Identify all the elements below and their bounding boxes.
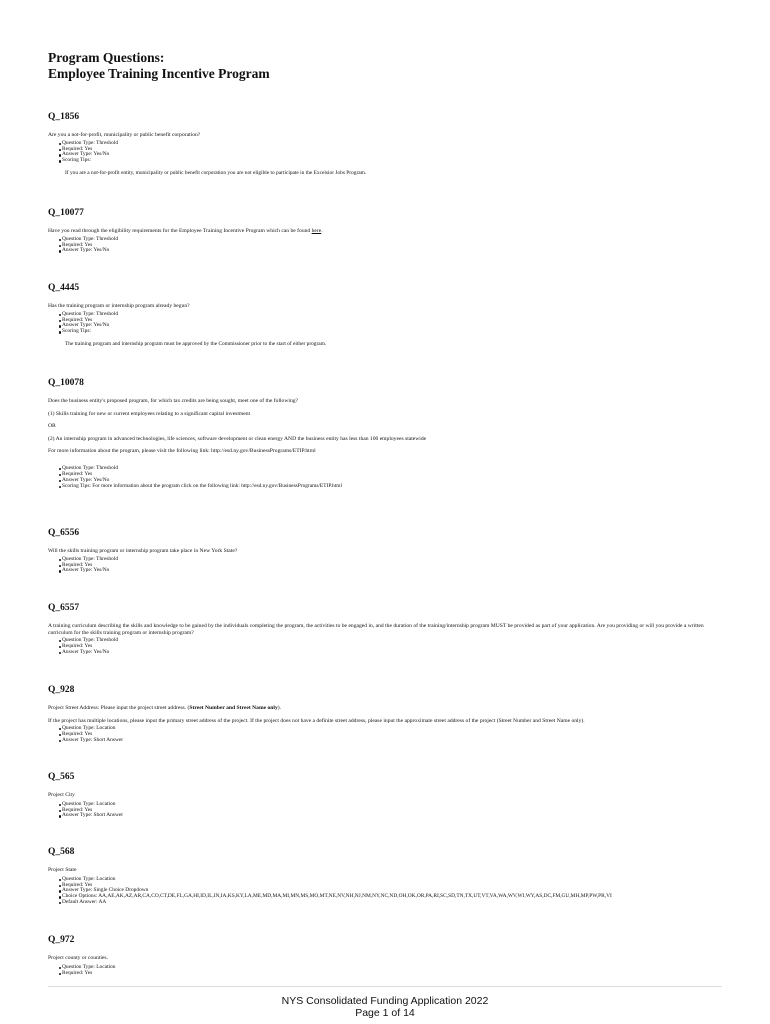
detail-item: Choice Options: AA,AE,AK,AZ,AR,CA,CO,CT,DE,FL,GA,HI,ID,IL,IN,IA,KS,KY,LA,ME,MD,MA,MI,MN,MS,MO,MT,NE,NV,NH,NJ,NM,NY,NC,ND,OH,OK,OR,PA,RI,SC,SD,TN,TX,UT,VT,VA,WA,WV,WI,WY,AS,DC,FM,GU,MH,MP,PW,PR,VI [62,894,722,900]
detail-item: Answer Type: Short Answer [62,738,722,744]
question-id: Q_6557 [48,603,80,613]
scoring-tip: If you are a not-for-profit entity, municipality or public benefit corporation you are not eligible to participate in the Excelsior Jobs Program. [65,170,367,177]
footer-page-number: Page 1 of 14 [355,1007,415,1019]
detail-item: Question Type: Threshold [62,237,722,243]
detail-item: Answer Type: Yes/No [62,568,722,574]
question-details [48,237,722,255]
question-text: Will the skills training program or internship program take place in New York State? [48,548,238,554]
question-block [48,847,722,906]
detail-item: Required: Yes [62,808,722,814]
question-text: Are you a not-for-profit, municipality or public benefit corporation? [48,132,201,138]
question-id: Q_972 [48,935,75,945]
question-id: Q_565 [48,772,75,782]
detail-item: Required: Yes [62,883,722,889]
footer-divider [48,986,722,987]
detail-item: Answer Type: Yes/No [62,650,722,656]
detail-item: Question Type: Threshold [62,638,722,644]
question-block [48,283,722,347]
question-id: Q_928 [48,685,75,695]
detail-item: Required: Yes [62,971,722,977]
question-id: Q_1856 [48,112,80,122]
question-details [48,802,722,820]
detail-item: Scoring Tips: [62,158,722,164]
detail-item: Question Type: Threshold [62,466,722,472]
question-text-post: ). [277,705,282,711]
question-details [48,466,722,490]
title-line-1: Program Questions: [48,50,165,65]
detail-item: Answer Type: Yes/No [62,152,722,158]
question-details [48,965,722,977]
question-block [48,603,722,656]
question-block [48,528,722,574]
here-link[interactable]: here [311,228,322,234]
detail-item: Required: Yes [62,243,722,249]
detail-item: Scoring Tips: [62,329,722,335]
detail-item: Answer Type: Yes/No [62,323,722,329]
paragraph: For more information about the program, please visit the following link: http://esd.ny.gov/BusinessPrograms/ETIP.html [48,448,316,455]
question-text: Project City [48,792,75,798]
detail-item: Scoring Tips: For more information about the program click on the following link: http://esd.ny.gov/BusinessPrograms/ETIP.html [62,484,722,490]
detail-item: Question Type: Location [62,802,722,808]
question-id: Q_10077 [48,208,84,218]
detail-item: Required: Yes [62,644,722,650]
question-block [48,208,722,254]
question-block [48,935,722,976]
detail-item: Answer Type: Yes/No [62,248,722,254]
question-details [48,557,722,575]
detail-item: Required: Yes [62,563,722,569]
question-text: Project State [48,867,77,873]
detail-item: Question Type: Threshold [62,557,722,563]
paragraph: OR [48,423,56,430]
question-text-bold: Street Number and Street Name only [189,705,278,711]
question-id: Q_10078 [48,378,84,388]
detail-item: Question Type: Threshold [62,141,722,147]
title-line-2: Employee Training Incentive Program [48,65,270,81]
paragraph: (1) Skills training for new or current employees relating to a significant capital investment [48,410,251,417]
question-details [48,726,722,744]
question-block [48,112,722,176]
question-block [48,685,722,744]
question-text-pre: Project Street Address: Please input the project street address. ( [48,705,190,711]
detail-item: Required: Yes [62,147,722,153]
question-text: A training curriculum describing the skills and knowledge to be gained by the individuals completing the program, the activities to be engaged in, and the duration of the training/internship program MUST be provided as part of your application. Are you providing or will you provide a written curriculum for the skills training program or internship program? [48,623,704,636]
question-block [48,772,722,819]
question-details [48,638,722,656]
question-text: Has the training program or internship program already begun? [48,303,190,309]
question-details [48,141,722,165]
detail-item: Answer Type: Yes/No [62,478,722,484]
detail-item: Required: Yes [62,472,722,478]
detail-item: Question Type: Threshold [62,312,722,318]
detail-item: Required: Yes [62,318,722,324]
question-block [48,378,722,490]
question-details [48,312,722,336]
scoring-tip: The training program and internship program must be approved by the Commissioner prior to the start of either program. [65,341,327,348]
question-text-body: Have you read through the eligibility requirements for the Employee Training Incentive Program which can be found [48,228,311,234]
page-title [48,50,270,81]
detail-item: Question Type: Location [62,726,722,732]
question-id: Q_568 [48,847,75,857]
detail-item: Answer Type: Single Choice Dropdown [62,888,722,894]
paragraph: If the project has multiple locations, please input the primary street address of the project. If the project does not have a definite street address, please input the approximate street address of the project (Street Number and Street Name only). [48,717,585,724]
question-text: Does the business entity's proposed program, for which tax credits are being sought, meet one of the following? [48,398,299,404]
question-id: Q_4445 [48,283,80,293]
detail-item: Question Type: Location [62,877,722,883]
question-details [48,877,722,907]
footer-title: NYS Consolidated Funding Application 2022 [281,995,489,1007]
detail-item: Answer Type: Short Answer [62,813,722,819]
paragraph: (2) An internship program in advanced technologies, life sciences, software development or clean energy AND the business entity has less than 100 employees statewide [48,435,427,442]
detail-item: Question Type: Location [62,965,722,971]
question-text: Have you read through the eligibility requirements for the Employee Training Incentive Program which can be found here. [48,228,323,234]
detail-item: Required: Yes [62,732,722,738]
detail-item: Default Answer: AA [62,900,722,906]
question-text [48,705,722,712]
question-text: Project county or counties. [48,955,108,961]
question-id: Q_6556 [48,528,80,538]
